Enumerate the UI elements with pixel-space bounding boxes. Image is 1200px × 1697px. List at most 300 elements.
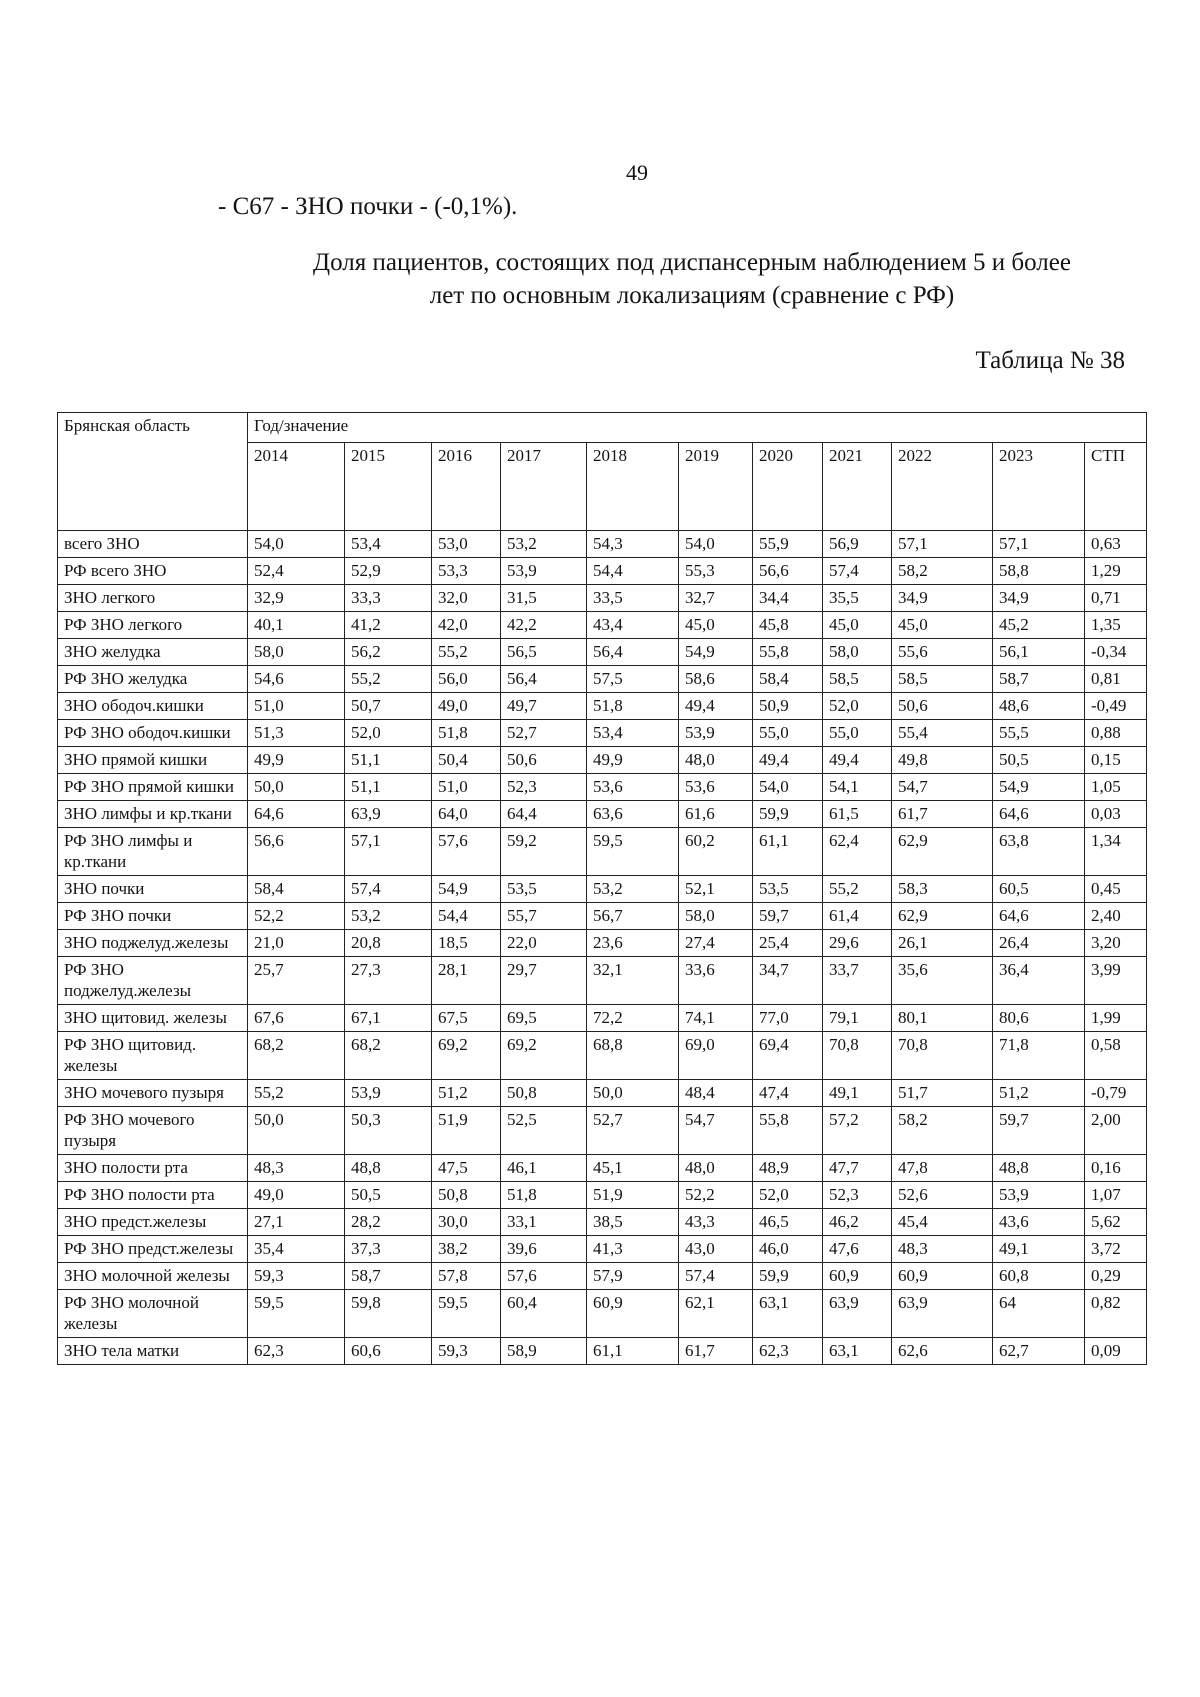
table-cell: 59,9 — [753, 1263, 823, 1290]
table-cell: 59,7 — [993, 1107, 1085, 1155]
table-cell: 56,2 — [345, 639, 432, 666]
table-cell: 45,0 — [679, 612, 753, 639]
row-label: РФ ЗНО почки — [58, 903, 248, 930]
table-cell: 42,2 — [501, 612, 587, 639]
table-cell: 51,1 — [345, 774, 432, 801]
table-cell: 41,2 — [345, 612, 432, 639]
table-cell: 60,4 — [501, 1290, 587, 1338]
table-cell: 45,4 — [892, 1209, 993, 1236]
table-cell: 0,09 — [1085, 1338, 1147, 1365]
row-label: РФ ЗНО прямой кишки — [58, 774, 248, 801]
table-cell: 58,0 — [823, 639, 892, 666]
table-cell: 54,4 — [587, 558, 679, 585]
table-cell: 43,4 — [587, 612, 679, 639]
table-cell: 64,4 — [501, 801, 587, 828]
table-cell: 34,9 — [892, 585, 993, 612]
table-row — [58, 558, 1147, 585]
table-cell: 61,6 — [679, 801, 753, 828]
group-header: Год/значение — [248, 413, 1147, 443]
table-cell: 48,0 — [679, 747, 753, 774]
table-cell: 46,5 — [753, 1209, 823, 1236]
table-cell: 50,5 — [345, 1182, 432, 1209]
table-cell: 54,3 — [587, 531, 679, 558]
table-cell: 57,9 — [587, 1263, 679, 1290]
table-row — [58, 957, 1147, 1005]
table-cell: 52,0 — [345, 720, 432, 747]
table-cell: 56,9 — [823, 531, 892, 558]
table-cell: 58,0 — [248, 639, 345, 666]
table-cell: 50,6 — [892, 693, 993, 720]
table-cell: 59,3 — [432, 1338, 501, 1365]
table-cell: 63,9 — [892, 1290, 993, 1338]
table-cell: 48,3 — [248, 1155, 345, 1182]
table-row — [58, 930, 1147, 957]
table-cell: 18,5 — [432, 930, 501, 957]
table-cell: 54,9 — [993, 774, 1085, 801]
table-cell: 0,03 — [1085, 801, 1147, 828]
table-cell: 74,1 — [679, 1005, 753, 1032]
table-cell: 0,71 — [1085, 585, 1147, 612]
table-cell: 67,5 — [432, 1005, 501, 1032]
table-cell: 55,6 — [892, 639, 993, 666]
table-cell: 55,2 — [823, 876, 892, 903]
table-cell: 58,7 — [993, 666, 1085, 693]
table-cell: 58,5 — [823, 666, 892, 693]
table-cell: 54,1 — [823, 774, 892, 801]
table-cell: 51,2 — [993, 1080, 1085, 1107]
table-cell: 34,4 — [753, 585, 823, 612]
table-cell: 60,5 — [993, 876, 1085, 903]
table-cell: 0,15 — [1085, 747, 1147, 774]
table-cell: 28,2 — [345, 1209, 432, 1236]
table-cell: 50,9 — [753, 693, 823, 720]
table-cell: 51,8 — [501, 1182, 587, 1209]
corner-header: Брянская область — [58, 413, 248, 531]
table-row — [58, 1236, 1147, 1263]
table-cell: 50,0 — [248, 1107, 345, 1155]
table-cell: 43,3 — [679, 1209, 753, 1236]
table-cell: 68,2 — [345, 1032, 432, 1080]
table-cell: 27,4 — [679, 930, 753, 957]
table-cell: 53,4 — [345, 531, 432, 558]
table-row — [58, 747, 1147, 774]
table-row — [58, 639, 1147, 666]
table-cell: 61,1 — [753, 828, 823, 876]
column-header: 2022 — [892, 443, 993, 531]
table-cell: 72,2 — [587, 1005, 679, 1032]
table-cell: 52,9 — [345, 558, 432, 585]
table-row — [58, 774, 1147, 801]
table-cell: 61,5 — [823, 801, 892, 828]
table-cell: 58,3 — [892, 876, 993, 903]
table-cell: 48,9 — [753, 1155, 823, 1182]
row-label: ЗНО щитовид. железы — [58, 1005, 248, 1032]
table-cell: 55,4 — [892, 720, 993, 747]
row-label: РФ ЗНО предст.железы — [58, 1236, 248, 1263]
table-cell: 80,1 — [892, 1005, 993, 1032]
table-cell: 50,4 — [432, 747, 501, 774]
table-cell: 1,29 — [1085, 558, 1147, 585]
table-cell: 61,7 — [892, 801, 993, 828]
column-header: 2018 — [587, 443, 679, 531]
table-cell: 52,0 — [823, 693, 892, 720]
page-number: 49 — [626, 160, 648, 185]
table-cell: 53,9 — [345, 1080, 432, 1107]
table-cell: 55,2 — [432, 639, 501, 666]
column-header: 2023 — [993, 443, 1085, 531]
table-cell: 26,4 — [993, 930, 1085, 957]
column-header: СТП — [1085, 443, 1147, 531]
table-cell: 60,6 — [345, 1338, 432, 1365]
table-row — [58, 531, 1147, 558]
table-cell: 49,4 — [823, 747, 892, 774]
table-cell: 52,2 — [248, 903, 345, 930]
table-cell: 48,0 — [679, 1155, 753, 1182]
table-cell: 52,3 — [823, 1182, 892, 1209]
table-cell: 29,6 — [823, 930, 892, 957]
table-cell: 63,1 — [823, 1338, 892, 1365]
table-cell: 29,7 — [501, 957, 587, 1005]
table-cell: 49,7 — [501, 693, 587, 720]
table-cell: 57,8 — [432, 1263, 501, 1290]
table-cell: 59,3 — [248, 1263, 345, 1290]
table-cell: 60,9 — [587, 1290, 679, 1338]
table-cell: 60,9 — [823, 1263, 892, 1290]
row-label: ЗНО мочевого пузыря — [58, 1080, 248, 1107]
table-cell: 55,3 — [679, 558, 753, 585]
table-cell: 37,3 — [345, 1236, 432, 1263]
table-cell: 57,1 — [892, 531, 993, 558]
table-cell: 58,6 — [679, 666, 753, 693]
table-cell: 70,8 — [892, 1032, 993, 1080]
table-cell: 50,8 — [432, 1182, 501, 1209]
table-row — [58, 585, 1147, 612]
table-cell: 35,5 — [823, 585, 892, 612]
table-row — [58, 720, 1147, 747]
table-cell: 49,4 — [679, 693, 753, 720]
table-cell: 54,9 — [432, 876, 501, 903]
table-cell: 48,3 — [892, 1236, 993, 1263]
table-cell: 45,1 — [587, 1155, 679, 1182]
table-cell: 55,2 — [248, 1080, 345, 1107]
table-row — [58, 1290, 1147, 1338]
column-header: 2019 — [679, 443, 753, 531]
table-cell: 63,8 — [993, 828, 1085, 876]
table-cell: 27,1 — [248, 1209, 345, 1236]
table-cell: 51,8 — [432, 720, 501, 747]
table-cell: 77,0 — [753, 1005, 823, 1032]
column-header: 2015 — [345, 443, 432, 531]
row-label: РФ ЗНО легкого — [58, 612, 248, 639]
table-cell: 0,45 — [1085, 876, 1147, 903]
table-row — [58, 1263, 1147, 1290]
table-cell: 38,5 — [587, 1209, 679, 1236]
table-cell: 1,34 — [1085, 828, 1147, 876]
table-cell: 79,1 — [823, 1005, 892, 1032]
row-label: РФ ЗНО молочной железы — [58, 1290, 248, 1338]
table-cell: 55,8 — [753, 1107, 823, 1155]
table-cell: 1,35 — [1085, 612, 1147, 639]
row-label: ЗНО ободоч.кишки — [58, 693, 248, 720]
table-cell: 58,2 — [892, 1107, 993, 1155]
table-cell: 0,63 — [1085, 531, 1147, 558]
table-cell: 53,9 — [679, 720, 753, 747]
table-cell: 38,2 — [432, 1236, 501, 1263]
table-cell: 56,0 — [432, 666, 501, 693]
table-cell: 20,8 — [345, 930, 432, 957]
table-cell: 56,4 — [501, 666, 587, 693]
table-cell: 36,4 — [993, 957, 1085, 1005]
table-cell: 47,6 — [823, 1236, 892, 1263]
column-header: 2021 — [823, 443, 892, 531]
table-cell: 62,9 — [892, 828, 993, 876]
table-cell: 25,4 — [753, 930, 823, 957]
row-label: РФ ЗНО полости рта — [58, 1182, 248, 1209]
table-cell: 54,0 — [679, 531, 753, 558]
table-cell: 61,4 — [823, 903, 892, 930]
row-label: ЗНО почки — [58, 876, 248, 903]
table-cell: 46,0 — [753, 1236, 823, 1263]
table-cell: 57,2 — [823, 1107, 892, 1155]
table-cell: 47,8 — [892, 1155, 993, 1182]
table-cell: 54,7 — [679, 1107, 753, 1155]
table-cell: 50,0 — [587, 1080, 679, 1107]
table-cell: 53,0 — [432, 531, 501, 558]
table-cell: 58,4 — [753, 666, 823, 693]
table-cell: 67,1 — [345, 1005, 432, 1032]
table-cell: 52,1 — [679, 876, 753, 903]
table-cell: 47,4 — [753, 1080, 823, 1107]
table-cell: 62,9 — [892, 903, 993, 930]
table-cell: 60,8 — [993, 1263, 1085, 1290]
table-cell: 26,1 — [892, 930, 993, 957]
row-label: РФ всего ЗНО — [58, 558, 248, 585]
table-cell: 53,9 — [501, 558, 587, 585]
table-row — [58, 1338, 1147, 1365]
table-cell: 59,5 — [432, 1290, 501, 1338]
table-row — [58, 666, 1147, 693]
table-cell: 5,62 — [1085, 1209, 1147, 1236]
row-label: РФ ЗНО мочевого пузыря — [58, 1107, 248, 1155]
row-label: ЗНО прямой кишки — [58, 747, 248, 774]
table-cell: -0,34 — [1085, 639, 1147, 666]
intro-line: - С67 - ЗНО почки - (-0,1%). — [218, 193, 518, 220]
row-label: РФ ЗНО ободоч.кишки — [58, 720, 248, 747]
table-cell: 1,07 — [1085, 1182, 1147, 1209]
table-cell: 23,6 — [587, 930, 679, 957]
table-cell: 56,6 — [248, 828, 345, 876]
table-cell: 64 — [993, 1290, 1085, 1338]
table-row — [58, 903, 1147, 930]
table-cell: 43,6 — [993, 1209, 1085, 1236]
table-cell: 53,5 — [753, 876, 823, 903]
table-cell: 51,9 — [587, 1182, 679, 1209]
table-cell: 63,9 — [823, 1290, 892, 1338]
table-cell: 51,8 — [587, 693, 679, 720]
table-cell: 22,0 — [501, 930, 587, 957]
table-cell: 54,9 — [679, 639, 753, 666]
table-cell: 49,1 — [993, 1236, 1085, 1263]
table-cell: 58,4 — [248, 876, 345, 903]
table-cell: 57,5 — [587, 666, 679, 693]
row-label: РФ ЗНО желудка — [58, 666, 248, 693]
table-cell: 69,5 — [501, 1005, 587, 1032]
table-cell: 50,8 — [501, 1080, 587, 1107]
table-cell: 56,1 — [993, 639, 1085, 666]
table-cell: 0,16 — [1085, 1155, 1147, 1182]
table-cell: 62,1 — [679, 1290, 753, 1338]
row-label: ЗНО поджелуд.железы — [58, 930, 248, 957]
table-cell: 58,5 — [892, 666, 993, 693]
table-cell: 58,9 — [501, 1338, 587, 1365]
table-cell: 45,8 — [753, 612, 823, 639]
table-cell: 33,3 — [345, 585, 432, 612]
table-cell: 50,0 — [248, 774, 345, 801]
table-cell: 57,4 — [679, 1263, 753, 1290]
table-cell: 62,6 — [892, 1338, 993, 1365]
row-label: ЗНО полости рта — [58, 1155, 248, 1182]
table-cell: 64,6 — [993, 801, 1085, 828]
table-cell: 70,8 — [823, 1032, 892, 1080]
table-cell: 46,1 — [501, 1155, 587, 1182]
table-cell: 63,1 — [753, 1290, 823, 1338]
table-cell: 35,4 — [248, 1236, 345, 1263]
table-cell: 51,9 — [432, 1107, 501, 1155]
table-cell: 53,5 — [501, 876, 587, 903]
row-label: РФ ЗНО щитовид. железы — [58, 1032, 248, 1080]
row-label: РФ ЗНО поджелуд.железы — [58, 957, 248, 1005]
table-cell: 49,8 — [892, 747, 993, 774]
table-cell: 0,82 — [1085, 1290, 1147, 1338]
table-cell: 33,7 — [823, 957, 892, 1005]
table-cell: 59,5 — [587, 828, 679, 876]
table-row — [58, 801, 1147, 828]
table-cell: 59,9 — [753, 801, 823, 828]
table-cell: 57,1 — [993, 531, 1085, 558]
table-cell: 30,0 — [432, 1209, 501, 1236]
column-header: 2017 — [501, 443, 587, 531]
table-cell: 32,9 — [248, 585, 345, 612]
column-header: 2014 — [248, 443, 345, 531]
table-cell: 2,40 — [1085, 903, 1147, 930]
table-cell: 59,7 — [753, 903, 823, 930]
table-cell: 61,7 — [679, 1338, 753, 1365]
column-header: 2020 — [753, 443, 823, 531]
table-cell: 69,2 — [501, 1032, 587, 1080]
table-cell: 60,9 — [892, 1263, 993, 1290]
table-cell: 56,6 — [753, 558, 823, 585]
table-row — [58, 1182, 1147, 1209]
table-cell: 46,2 — [823, 1209, 892, 1236]
table-cell: 53,4 — [587, 720, 679, 747]
table-cell: 53,3 — [432, 558, 501, 585]
table-cell: 50,6 — [501, 747, 587, 774]
table-cell: 50,5 — [993, 747, 1085, 774]
table-cell: 52,0 — [753, 1182, 823, 1209]
table-heading-line-2: лет по основным локализациям (сравнение с РФ) — [429, 282, 955, 309]
table-cell: 0,81 — [1085, 666, 1147, 693]
table-cell: 51,7 — [892, 1080, 993, 1107]
table-cell: 49,9 — [587, 747, 679, 774]
row-label: ЗНО легкого — [58, 585, 248, 612]
table-cell: 53,6 — [587, 774, 679, 801]
row-label: всего ЗНО — [58, 531, 248, 558]
table-cell: 57,1 — [345, 828, 432, 876]
row-label: ЗНО тела матки — [58, 1338, 248, 1365]
table-cell: 62,3 — [753, 1338, 823, 1365]
table-cell: 2,00 — [1085, 1107, 1147, 1155]
table-cell: 35,6 — [892, 957, 993, 1005]
table-cell: 51,2 — [432, 1080, 501, 1107]
table-cell: 55,7 — [501, 903, 587, 930]
table-cell: 51,0 — [432, 774, 501, 801]
table-cell: 50,7 — [345, 693, 432, 720]
table-cell: 27,3 — [345, 957, 432, 1005]
table-cell: 33,5 — [587, 585, 679, 612]
table-cell: 49,0 — [432, 693, 501, 720]
table-cell: 61,1 — [587, 1338, 679, 1365]
row-label: ЗНО предст.железы — [58, 1209, 248, 1236]
table-cell: 53,6 — [679, 774, 753, 801]
table-cell: 47,7 — [823, 1155, 892, 1182]
table-cell: -0,79 — [1085, 1080, 1147, 1107]
table-cell: 49,0 — [248, 1182, 345, 1209]
table-cell: 62,7 — [993, 1338, 1085, 1365]
table-cell: 54,6 — [248, 666, 345, 693]
table-cell: 57,6 — [501, 1263, 587, 1290]
table-cell: 52,7 — [501, 720, 587, 747]
table-cell: 52,5 — [501, 1107, 587, 1155]
row-label: ЗНО лимфы и кр.ткани — [58, 801, 248, 828]
table-cell: 54,4 — [432, 903, 501, 930]
table-cell: 68,2 — [248, 1032, 345, 1080]
table-cell: 63,6 — [587, 801, 679, 828]
data-table — [57, 412, 1147, 1365]
table-cell: 47,5 — [432, 1155, 501, 1182]
table-body — [58, 531, 1147, 1365]
table-cell: 52,6 — [892, 1182, 993, 1209]
table-cell: 56,7 — [587, 903, 679, 930]
table-cell: 39,6 — [501, 1236, 587, 1263]
table-cell: 54,0 — [248, 531, 345, 558]
table-cell: 43,0 — [679, 1236, 753, 1263]
table-cell: 51,3 — [248, 720, 345, 747]
table-cell: 42,0 — [432, 612, 501, 639]
table-cell: 58,8 — [993, 558, 1085, 585]
table-cell: 58,0 — [679, 903, 753, 930]
row-label: ЗНО молочной железы — [58, 1263, 248, 1290]
table-row — [58, 1155, 1147, 1182]
table-cell: 32,0 — [432, 585, 501, 612]
table-cell: 56,4 — [587, 639, 679, 666]
table-heading-line-1: Доля пациентов, состоящих под диспансерным наблюдением 5 и более — [313, 249, 1071, 276]
table-cell: 55,5 — [993, 720, 1085, 747]
table-cell: 58,7 — [345, 1263, 432, 1290]
table-cell: 45,0 — [892, 612, 993, 639]
table-cell: 3,99 — [1085, 957, 1147, 1005]
table-cell: 52,4 — [248, 558, 345, 585]
table-cell: 55,0 — [823, 720, 892, 747]
table-cell: 59,5 — [248, 1290, 345, 1338]
table-cell: 48,8 — [993, 1155, 1085, 1182]
table-row — [58, 1032, 1147, 1080]
table-cell: 80,6 — [993, 1005, 1085, 1032]
table-cell: 45,0 — [823, 612, 892, 639]
table-cell: 59,2 — [501, 828, 587, 876]
table-cell: 53,2 — [345, 903, 432, 930]
table-cell: 52,3 — [501, 774, 587, 801]
table-cell: 54,7 — [892, 774, 993, 801]
